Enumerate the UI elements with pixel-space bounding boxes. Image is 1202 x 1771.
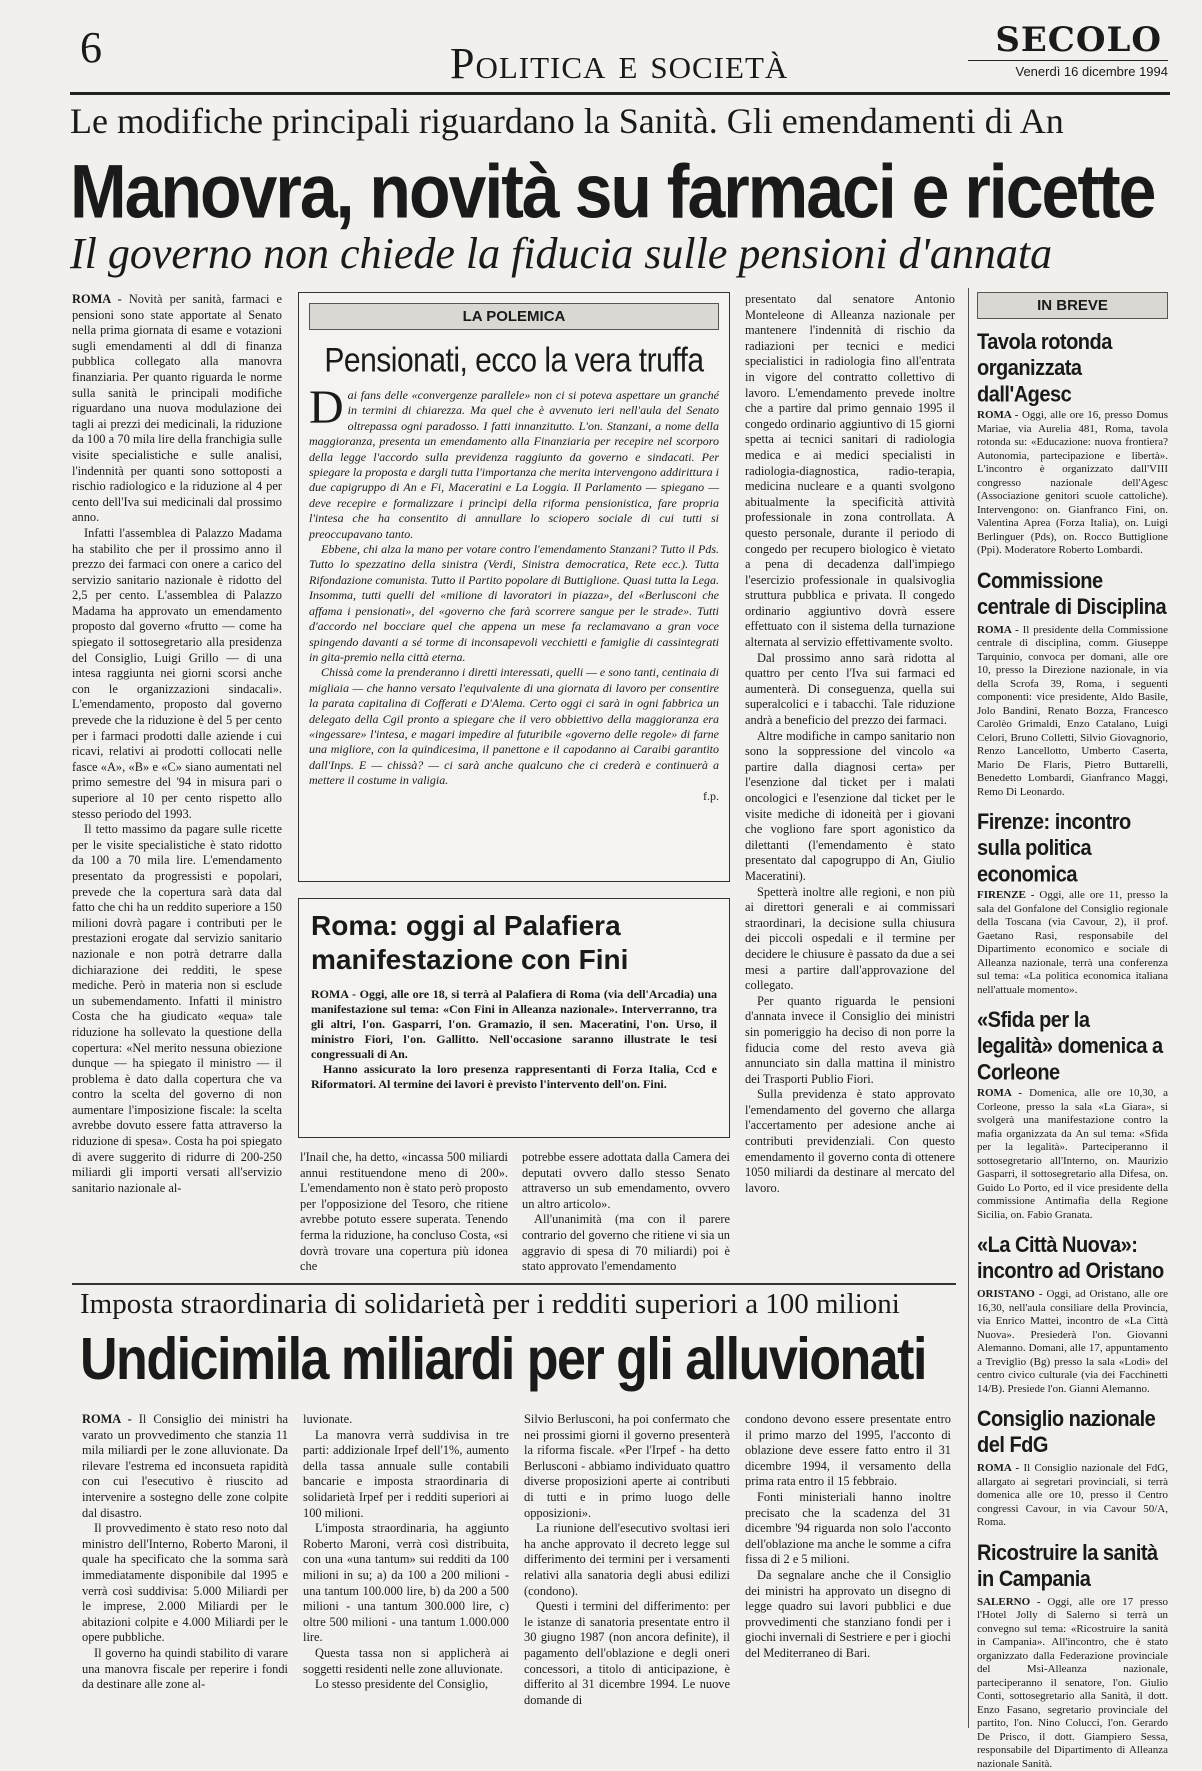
main-deck: Il governo non chiede la fiducia sulle pensioni d'annata <box>70 228 1052 279</box>
section-divider <box>72 1283 956 1285</box>
issue-date: Venerdì 16 dicembre 1994 <box>968 60 1168 79</box>
second-story-column-2 <box>303 1412 509 1742</box>
polemica-label: LA POLEMICA <box>309 303 719 330</box>
main-story-paragraph: l'Inail che, ha detto, «incassa 500 miliardi annui restituendone meno di 200». L'emendamento non è stato però proposto per l'opposizione del Tesoro, che ritiene avrebbe potuto essere superata. Tenendo ferma la riduzione, ha concluso Costa, «si dovrà trovare una copertura più idonea che <box>300 1150 508 1275</box>
sidebar-item-title: Ricostruire la sanità in Campania <box>977 1540 1168 1593</box>
main-story-paragraph: Sulla previdenza è stato approvato l'emendamento del governo che allarga l'accertamento per adesione anche ai contributi previdenziali. Con questo emendamento il governo conta di ottenere 1050 miliardi da destinare al mercato del lavoro. <box>745 1087 955 1196</box>
second-headline: Undicimila miliardi per gli alluvionati <box>80 1325 926 1394</box>
second-story-paragraph: L'imposta straordinaria, ha aggiunto Roberto Maroni, verrà così distribuita, con una «una tantum» sui redditi da 100 milioni in su; a) da 100 a 200 milioni - una tantum 100.000 lire, b) da 200 a 500 milioni - una tantum 300.000 lire, c) oltre 500 milioni - una tantum 1.000.000 lire. <box>303 1521 509 1646</box>
second-story-paragraph: condono devono essere presentate entro il primo marzo del 1995, l'acconto di oblazione deve essere fatto entro il 31 dicembre 1994, il versamento della prima rata entro il 15 febbraio. <box>745 1412 951 1490</box>
main-story-column-2b <box>522 1150 730 1274</box>
in-breve-sidebar <box>968 288 1168 1728</box>
sidebar-item-title: Tavola rotonda organizzata dall'Agesc <box>977 329 1168 408</box>
sidebar-item <box>977 1540 1168 1771</box>
second-story-paragraph: Questa tassa non si applicherà ai soggetti residenti nelle zone alluvionate. <box>303 1646 509 1677</box>
second-story-paragraph: Da segnalare anche che il Consiglio dei ministri ha approvato un disegno di legge quadro sui lavori pubblici e due provvedimenti che stanziano fondi per i giochi invernali di Sestriere e per i giochi del Mediterraneo di Bari. <box>745 1568 951 1662</box>
roma-box-title: Roma: oggi al Palafiera manifestazione con Fini <box>311 909 717 977</box>
main-story-paragraph: Infatti l'assemblea di Palazzo Madama ha stabilito che per il prossimo anno il prezzo dei farmaci con onere a carico del servizio sanitario nazionale è ridotto del 2,5 per cento. L'assemblea di Palazzo Madama ha approvato un emendamento proposto dal governo «frutto — come ha spiegato il sottosegretario alla presidenza del Consiglio, Luigi Grillo — di una intesa raggiunta nei giorni scorsi anche con le organizzazioni sindacali». L'emendamento, proposto dal governo prevede che la riduzione è del 5 per cento per i farmaci prodotti dalle aziende i cui ricavi, relativi ai prodotti collocati nelle fasce «A», «B» e «C» siano aumentati nel primo semestre del '94 in misura pari o superiore al 10 per cento rispetto allo stesso periodo del 1993. <box>72 526 282 822</box>
main-story-column-1 <box>72 292 282 1292</box>
in-breve-label: IN BREVE <box>977 292 1168 319</box>
sidebar-item <box>977 809 1168 997</box>
sidebar-item <box>977 329 1168 558</box>
main-story-column-2a <box>300 1150 508 1274</box>
second-story-paragraph: luvionate. <box>303 1412 509 1428</box>
page-number: 6 <box>80 22 102 73</box>
header-rule <box>70 92 1170 95</box>
main-story-paragraph: presentato dal senatore Antonio Monteleone di Alleanza nazionale per mantenere l'indennità di rischio da radiazioni per tecnici e medici specialistici in radiologia fino all'entrata in vigore del contratto collettivo di lavoro. L'emendamento prevede inoltre che a partire dal primo gennaio 1995 il congedo ordinario aggiuntivo di 15 giorni spetta ai tecnici sanitari di radiologia medica e ai medici specialisti in radiologia-diagnostica, radio-terapia, medicina nucleare e a quanti svolgono abitualmente la specificità attività professionale in zona controllata. A questo personale, durante il periodo di congedo per recupero biologico è vietato a pena di decadenza dall'impiego l'esercizio professionale in qualsivoglia struttura pubblica e privata. Il congedo ordinario aggiuntivo dovrà essere effettuato con il sistema della turnazione alternata al servizio effettivamente svolto. <box>745 292 955 651</box>
polemica-box <box>298 292 730 882</box>
sidebar-item-body: ROMA - Domenica, alle ore 10,30, a Corleone, presso la sala «La Giara», si svolgerà una manifestazione contro la mafia organizzata da An sul tema: «Sfida per la legalità». Parteciperanno il sottosegretario all'Interno, on. Maurizio Gasparri, il sottosegretario alla Difesa, on. Guido Lo Porto, ed il vice presidente della commissione Antimafia della Regione Sicilia, on. Fabio Granata. <box>977 1087 1168 1222</box>
second-story-paragraph: Il provvedimento è stato reso noto dal ministro dell'Interno, Roberto Maroni, il quale ha specificato che la somma sarà immediatamente disponibile dal 1995 e verrà così suddivisa: 5.000 Miliardi per le imprese, 2.000 Miliardi per le abitazioni colpite e 4.000 Miliardi per le opere pubbliche. <box>82 1521 288 1646</box>
main-kicker: Le modifiche principali riguardano la Sanità. Gli emendamenti di An <box>70 100 1064 142</box>
roma-box-paragraph: Oggi, alle ore 18, si terrà al Palafiera di Roma (via dell'Arcadia) una manifestazione sul tema: «Con Fini in Alleanza nazionale». Interverranno, tra gli altri, l'on. Gasparri, l'on. Gramazio, il sen. Maceratini, l'on. Urso, il ministro Fiori, l'on. Gallitto. Nell'occasione saranno illustrate le tesi congressuali di An. <box>311 987 717 1061</box>
sidebar-item <box>977 1406 1168 1530</box>
main-story-paragraph: potrebbe essere adottata dalla Camera dei deputati ovvero dallo stesso Senato attraverso un sub emendamento, ovvero un altro articolo». <box>522 1150 730 1212</box>
polemica-paragraph: Ebbene, chi alza la mano per votare contro l'emendamento Stanzani? Tutto il Pds. Tutto lo spezzatino della sinistra (Verdi, Sinistra democratica, Rete ecc.). Tutta Rifondazione comunista. Tutto il Partito popolare di Buttiglione. Quasi tutta la Lega. Insomma, tutti quelli del «milione di lavoratori in piazza», del «Berlusconi che affama i pensionati», del «governo che farà scorrere sangue per le strade». Tutti d'accordo nel bocciare quel che appena un mese fa reclamavano a gran voce spingendo davanti a sé torme di inconsapevoli vecchietti e famiglie di cassintegrati in gita-premio nella città eterna. <box>309 542 719 665</box>
second-story-column-3 <box>524 1412 730 1742</box>
second-story-paragraph: La riunione dell'esecutivo svoltasi ieri ha anche approvato il decreto legge sul differimento dei termini per i versamenti relativi alla sanatoria degli abusi edilizi (condono). <box>524 1521 730 1599</box>
masthead-logo: SECOLO <box>995 20 1162 60</box>
main-story-location: ROMA - <box>72 292 122 306</box>
sidebar-item-title: Commissione centrale di Disciplina <box>977 568 1168 621</box>
sidebar-item <box>977 1232 1168 1396</box>
polemica-paragraph: Chissà come la prenderanno i diretti interessati, quelli — e sono tanti, centinaia di migliaia — che hanno versato l'equivalente di una giornata di lavoro per consentire la parata capitalina di Cofferati e D'Alema. Certo oggi ci sarà in ogni fabbrica un delegato della Cgil pronto a spiegare che il vero obbiettivo della maggioranza era «ingessare» l'intesa, e magari impedire al futuribile «governo delle regole» di farne una migliore, con la quindicesima, il panettone e il capodanno ai Caraibi garantito dall'Inps. E — chissà? — ci sarà anche qualcuno che ci crederà e continuerà a mettere il costume in valigia. <box>309 665 719 788</box>
roma-box-body <box>311 987 717 1092</box>
sidebar-item-title: Consiglio nazionale del FdG <box>977 1406 1168 1459</box>
main-headline: Manovra, novità su farmaci e ricette <box>70 148 1154 235</box>
roma-box <box>298 898 730 1138</box>
sidebar-item-title: «La Città Nuova»: incontro ad Oristano <box>977 1232 1168 1285</box>
second-story-column-1 <box>82 1412 288 1742</box>
second-story-paragraph: La manovra verrà suddivisa in tre parti: addizionale Irpef dell'1%, aumento della tassa annuale sulle contabili bancarie e imposta straordinaria di solidarietà Irpef per i redditi superiori ai 100 milioni. <box>303 1428 509 1522</box>
polemica-dropcap: D <box>309 388 348 428</box>
main-story-paragraph: Dal prossimo anno sarà ridotta al quattro per cento l'Iva sui farmaci ed aumenterà. Di conseguenza, quella sui superalcolici e i tabacchi. Tale riduzione andrà a beneficio del prezzo dei farmaci. <box>745 651 955 729</box>
polemica-title: Pensionati, ecco la vera truffa <box>309 341 719 380</box>
second-story-location: ROMA - <box>82 1412 132 1426</box>
second-story-paragraph: Questi i termini del differimento: per le istanze di sanatoria presentate entro il 30 giugno 1987 (non ancora definite), il pagamento dell'oblazione e degli oneri concessori, a titolo di anticipazione, è differito al 31 dicembre 1994. Le nuove domande di <box>524 1599 730 1708</box>
sidebar-item-title: Firenze: incontro sulla politica economica <box>977 809 1168 888</box>
sidebar-item-body: ROMA - Il Consiglio nazionale del FdG, allargato ai segretari provinciali, si terrà domenica alle ore 10, presso il Centro congressi Cavour, in via Cavour 50/A, Roma. <box>977 1462 1168 1530</box>
main-story-paragraph: Spetterà inoltre alle regioni, e non più ai direttori generali e ai commissari straordinari, la decisione sulla chiusura dei piccoli ospedali e il termine per decidere le chiusure è passato da due a sei mesi a partire dall'approvazione del collegato. <box>745 885 955 994</box>
main-story-paragraph: Novità per sanità, farmaci e pensioni sono state apportate al Senato nella prima giornata di esame e votazioni sugli emendamenti al ddl di finanza pubblica collegato alla manovra finanziaria. Per quanto riguarda le norme sulla sanità le principali modifiche riguardano una nuova modulazione dei tagli ai prezzi dei medicinali, la riduzione da 100 a 70 mila lire della franchigia sulle visite specialistiche e sulle analisi, l'indennità per quanti sono sottoposti a rischio radiologico e la riduzione al 4 per cento dell'Iva sui medicinali dal prossimo anno. <box>72 292 282 524</box>
second-story-paragraph: Fonti ministeriali hanno inoltre precisato che la scadenza del 31 dicembre '94 riguarda non solo l'acconto dell'oblazione ma anche le somme a cifra fissa di 2 e 5 milioni. <box>745 1490 951 1568</box>
sidebar-item-body: ORISTANO - Oggi, ad Oristano, alle ore 16,30, nell'aula consiliare della Provincia, via Enrico Mattei, incontro de «La Città Nuova». Presiederà l'on. Giovanni Alemanno. Domani, alle 17, appuntamento a Treviglio (Bg) presso la sala «Lodi» del centro civico culturale (via dei Facchinetti 14/B). Presiede l'on. Gianni Alemanno. <box>977 1288 1168 1396</box>
second-story-paragraph: Il Consiglio dei ministri ha varato un provvedimento che stanzia 11 mila miliardi per le zone alluvionate. Da rilevare l'estrema ed inconsueta rapidità con cui l'esecutivo è riuscito ad intervenire a sostegno delle zone colpite dal disastro. <box>82 1412 288 1520</box>
main-story-paragraph: Il tetto massimo da pagare sulle ricette per le visite specialistiche è stato ridotto da 100 a 70 mila lire. L'emendamento presentato da progressisti e popolari, prevede che la copertura sarà data dal fatto che chi ha un reddito superiore a 150 milioni dovrà pagare i contributi per le prestazioni erogate dal servizio sanitario nazionale e non potrà detrarre dalla dichiarazione dei redditi, le spese mediche. Però in materia non si esclude un subemendamento. Infatti il ministro Costa che ha giudicato «equa» tale riduzione ha sollevato la questione della copertura: «Nel merito nessuna obiezione dunque — ha spiegato il ministro — il problema è dato dalla copertura che va contro la scelta del governo di non aumentare l'imposizione fiscale: la scelta avrebbe dovuto essere fatta attraverso la riduzione di spesa». Costa ha poi spiegato di avere suggerito di ridurre di 200-250 miliardi gli importi versati all'servizio sanitario nazionale al- <box>72 822 282 1196</box>
second-story-paragraph: Lo stesso presidente del Consiglio, <box>303 1677 509 1693</box>
section-title: Politica e società <box>450 38 788 89</box>
polemica-paragraph: ai fans delle «convergenze parallele» non ci si poteva aspettare un granché in termini di chiarezza. Ma quel che è avvenuto ieri nell'aula del Senato oltrepassa ogni paradosso. I fatti innanzitutto. L'on. Stanzani, a nome della maggioranza, presenta un emendamento alla Finanziaria per recepire nel scorporo della legge l'accordo sulla previdenza raggiunto da governo e sindacati. Per spiegare la proposta e dargli tutta l'importanza che merita intervengono addirittura i due capigruppo di An e Fi, Maceratini e La Loggia. Il Parlamento — spiegano — deve recepire e formalizzare i princìpi della riforma pensionistica, fare propria l'intesa che ha consentito di annullare lo sciopero sociale di cui tutti si preoccupavano tanto. <box>309 388 719 541</box>
sidebar-item-body: FIRENZE - Oggi, alle ore 11, presso la sala del Gonfalone del Consiglio regionale della Toscana (via Cavour, 2), il prof. Gaetano Rasi, responsabile del Dipartimento economico e sociale di Alleanza nazionale, terrà una conferenza sul tema: «La politica economica italiana nell'attuale momento». <box>977 889 1168 997</box>
sidebar-item <box>977 1007 1168 1222</box>
polemica-body <box>309 388 719 848</box>
second-story-column-4 <box>745 1412 951 1742</box>
second-kicker: Imposta straordinaria di solidarietà per i redditi superiori a 100 milioni <box>80 1288 900 1321</box>
second-story-paragraph: Silvio Berlusconi, ha poi confermato che nei prossimi giorni il governo presenterà la riforma fiscale. «Per l'Irpef - ha detto Berlusconi - abbiamo individuato quattro diverse proposizioni aperte ai contributi di tutti e in primo luogo delle opposizioni». <box>524 1412 730 1521</box>
main-story-column-3 <box>745 292 955 1272</box>
roma-box-paragraph: Hanno assicurato la loro presenza rappresentanti di Forza Italia, Ccd e Riformatori. Al termine dei lavori è previsto l'intervento dell'on. Fini. <box>311 1062 717 1092</box>
main-story-paragraph: All'unanimità (ma con il parere contrario del governo che ritiene vi sia un aggravio di spesa di 70 miliardi) poi è stato approvato l'emendamento <box>522 1212 730 1274</box>
main-story-paragraph: Altre modifiche in campo sanitario non sono la soppressione del vincolo «a partire dalla diagnosi certa» per l'esenzione dal ticket per i malati oncologici e l'esenzione dal ticket per le visite mediche di idoneità per i giovani che vogliono fare sport agonistico da dilettanti (l'emendamento è stato presentato dal capogruppo di An, Giulio Maceratini). <box>745 729 955 885</box>
sidebar-item-body: SALERNO - Oggi, alle ore 17 presso l'Hotel Jolly di Salerno si terrà un convegno sul tema: «Ricostruire la sanità in Campania». All'incontro, che è stato organizzato dalla Federazione provinciale del Msi-Alleanza nazionale, parteciperanno il senatore, l'on. Giulio Conti, sottosegretario alla Sanità, il dott. Enzo Fasano, segretario provinciale del partito, l'on. Nino Colucci, l'on. Gerardo De Prisco, il dott. Giampiero Sessa, responsabile del Dipartimento di Alleanza nazionale Sanità. <box>977 1596 1168 1771</box>
polemica-signature: f.p. <box>309 789 719 804</box>
sidebar-item-title: «Sfida per la legalità» domenica a Corleone <box>977 1007 1168 1086</box>
main-story-paragraph: Per quanto riguarda le pensioni d'annata invece il Consiglio dei ministri sin pomeriggio ha deciso di non porre la fiducia come del resto aveva già annunciato sin dalla mattina il ministro dei Trasporti Publio Fiori. <box>745 994 955 1088</box>
roma-box-location: ROMA - <box>311 987 356 1001</box>
sidebar-item-body: ROMA - Il presidente della Commissione centrale di disciplina, comm. Giuseppe Tarquinio, convoca per domani, alle ore 10, presso la Direzione nazionale, in via della Scrofa 39, Roma, i seguenti componenti: vice presidente, Aldo Basile, Jolo Bandini, Renato Bozza, Francesco Carolèo Grimaldi, Enzo Catalano, Luigi Celori, Bruno Colletti, Silvio Giovagnorio, Renzo Lancellotto, Umberto Caserta, Mario De Flaris, Pietro Buttarelli, Benedetto Lombardi, Gianfranco Maggi, Remo Di Leonardo. <box>977 624 1168 800</box>
sidebar-item-body: ROMA - Oggi, alle ore 16, presso Domus Mariae, via Aurelia 481, Roma, tavola rotonda su: «Educazione: nuova frontiera? Autonomia, partecipazione e libertà». L'incontro è organizzato dall'VIII congresso nazionale dell'Agesc (Associazione genitori scuole cattoliche). Intervengono: on. Gianfranco Fini, on. Valentina Aprea (Forza Italia), on. Luigi Berlinguer (Pds), on. Rocco Buttiglione (Ppi). Moderatore Roberto Lombardi. <box>977 409 1168 558</box>
second-story-paragraph: Il governo ha quindi stabilito di varare una manovra fiscale per reperire i fondi da destinare alle zone al- <box>82 1646 288 1693</box>
sidebar-item <box>977 568 1168 800</box>
